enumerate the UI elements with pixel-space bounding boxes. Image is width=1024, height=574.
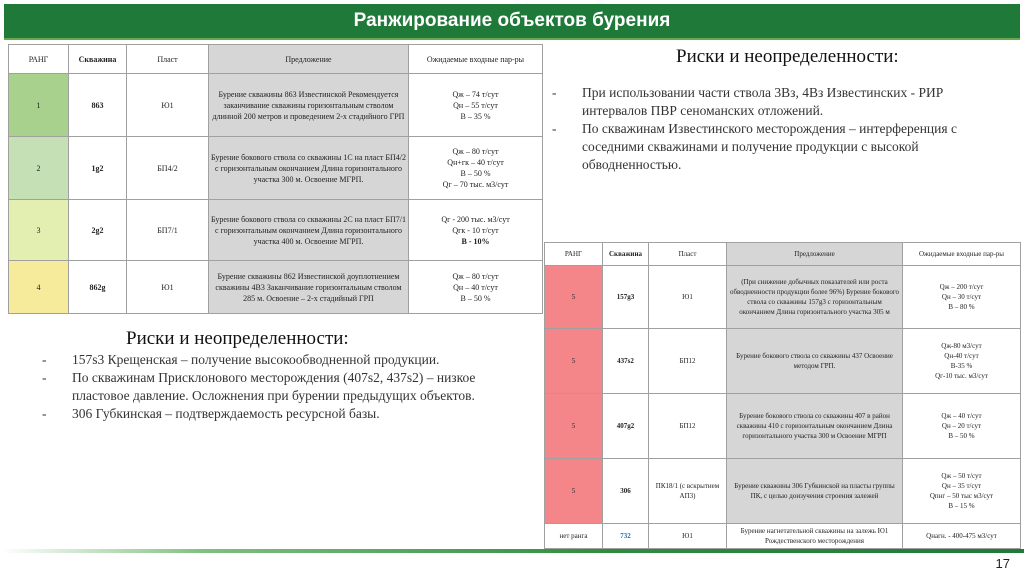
table-row <box>545 266 1021 329</box>
layer-cell: Ю1 <box>127 261 209 314</box>
rank-cell: 5 <box>545 329 603 394</box>
param-line: В – 50 % <box>460 169 491 178</box>
param-line: Qж-80 м3/сут <box>941 342 982 350</box>
table-row <box>545 394 1021 459</box>
rank-cell: 4 <box>9 261 69 314</box>
rank-cell: 5 <box>545 394 603 459</box>
table-row <box>9 200 543 261</box>
proposal-cell: (При снижение добычных показателей или роста обводненности продукции более 96%) Бурение бокового ствола со скважины 157g3 с горизонтальным окончанием Длина горизонтального участка 305 м <box>727 266 903 329</box>
param-line: Qж – 74 т/сут <box>452 89 499 99</box>
well-cell: 437s2 <box>603 329 649 394</box>
params-cell <box>903 459 1021 524</box>
table-row <box>545 524 1021 549</box>
rank-cell: 3 <box>9 200 69 261</box>
risk-item: - 157s3 Крещенская – получение высокообводненной продукции. <box>42 351 512 369</box>
risks-title-right: Риски и неопределенности: <box>676 46 899 67</box>
table-header-row <box>9 45 543 74</box>
proposal-cell: Бурение скважины 862 Известинской доуплотнением скважины 4В3 Заканчивание горизонтальным стволом 285 м. Освоение – 2-х стадийный ГРП <box>209 261 409 314</box>
header-well: Скважина <box>603 243 649 266</box>
param-line: В – 50 % <box>948 432 975 440</box>
params-cell <box>409 137 543 200</box>
risks-list-right <box>552 84 1007 174</box>
header-params: Ожидаемые входные пар-ры <box>409 45 543 74</box>
rank-cell: 5 <box>545 266 603 329</box>
table-row <box>9 137 543 200</box>
param-line: Qн – 35 т/сут <box>941 482 982 490</box>
param-line: Qг – 70 тыс. м3/сут <box>442 180 509 189</box>
rank-cell: 2 <box>9 137 69 200</box>
header-layer: Пласт <box>127 45 209 74</box>
header-layer: Пласт <box>649 243 727 266</box>
layer-cell: БП7/1 <box>127 200 209 261</box>
layer-cell: Ю1 <box>127 74 209 137</box>
well-cell: 862g <box>69 261 127 314</box>
param-line: В – 35 % <box>460 111 491 121</box>
param-line: Qн – 30 т/сут <box>941 293 982 301</box>
proposal-cell: Бурение бокового ствола со скважины 407 в район скважины 410 с горизонтальным окончанием Длина горизонтального участка 300 м Освоение МГРП <box>727 394 903 459</box>
layer-cell: ПК18/1 (с вскрытием АП3) <box>649 459 727 524</box>
rank-cell: 1 <box>9 74 69 137</box>
params-cell <box>409 200 543 261</box>
param-line: Qж – 80 т/сут <box>452 271 499 281</box>
footer-divider <box>0 549 1024 553</box>
risks-title-left: Риски и неопределенности: <box>126 328 349 349</box>
table-row <box>545 459 1021 524</box>
param-line: Qн – 55 т/сут <box>453 100 498 110</box>
param-line: В - 10% <box>461 236 490 246</box>
param-line: Qг-10 тыс. м3/сут <box>935 372 988 380</box>
risks-list-left <box>42 351 512 423</box>
param-line: Qж – 40 т/сут <box>941 412 982 420</box>
layer-cell: БП4/2 <box>127 137 209 200</box>
well-cell: 1g2 <box>69 137 127 200</box>
proposal-cell: Бурение скважины 306 Губкинской на пласты группы ПК, с целью доизучения строения залежей <box>727 459 903 524</box>
param-line: В – 15 % <box>948 502 975 510</box>
param-line: Qнагн. - 400-475 м3/сут <box>926 532 997 540</box>
proposal-cell: Бурение бокового ствола со скважины 1С на пласт БП4/2 с горизонтальным окончанием Длина горизонтального участка 300 м. Освоение МГРП. <box>209 137 409 200</box>
risk-item: - По скважинам Известинского месторождения – интерференция с соседними скважинами и получение продукции с высокой обводненностью. <box>552 120 1007 174</box>
param-line: Qг - 200 тыс. м3/сут <box>441 214 510 224</box>
params-cell <box>409 261 543 314</box>
table-row <box>9 261 543 314</box>
param-line: Qн+гк – 40 т/сут <box>447 158 504 167</box>
table-row <box>545 329 1021 394</box>
param-line: В – 50 % <box>460 293 491 303</box>
proposal-cell: Бурение бокового ствола со скважины 2С на пласт БП7/1 с горизонтальным окончанием Длина горизонтального участка 400 м. Освоение МГРП. <box>209 200 409 261</box>
table-row <box>9 74 543 137</box>
layer-cell: БП12 <box>649 394 727 459</box>
page-number: 17 <box>995 556 1010 571</box>
layer-cell: Ю1 <box>649 524 727 549</box>
header-rank: РАНГ <box>545 243 603 266</box>
param-line: Qн – 40 т/сут <box>453 282 498 292</box>
ranking-table-top <box>8 44 543 314</box>
well-cell: 407g2 <box>603 394 649 459</box>
header-params: Ожидаемые входные пар-ры <box>903 243 1021 266</box>
param-line: Qж – 80 т/сут <box>452 147 499 156</box>
rank-cell: 5 <box>545 459 603 524</box>
param-line: Qпнг – 50 тыс м3/сут <box>929 492 994 500</box>
header-rank: РАНГ <box>9 45 69 74</box>
page-title: Ранжирование объектов бурения <box>353 10 671 31</box>
well-cell: 732 <box>603 524 649 549</box>
params-cell <box>903 524 1021 549</box>
param-line: Qгк - 10 т/сут <box>452 225 499 235</box>
rank-cell: нет ранга <box>545 524 603 549</box>
param-line: Qн – 20 т/сут <box>941 422 982 430</box>
risk-item: - 306 Губкинская – подтверждаемость ресурсной базы. <box>42 405 512 423</box>
header-proposal: Предложение <box>209 45 409 74</box>
header-proposal: Предложение <box>727 243 903 266</box>
risk-item: - По скважинам Присклонового месторождения (407s2, 437s2) – низкое пластовое давление. Осложнения при бурении предыдущих объектов. <box>42 369 512 405</box>
params-cell <box>903 329 1021 394</box>
param-line: Qж – 50 т/сут <box>941 472 982 480</box>
header-well: Скважина <box>69 45 127 74</box>
proposal-cell: Бурение скважины 863 Известинской Рекомендуется заканчивание скважины горизонтальным стволом длинной 200 метров и проведением 2-х стадийного ГРП <box>209 74 409 137</box>
well-cell: 2g2 <box>69 200 127 261</box>
ranking-table-bottom <box>544 242 1021 549</box>
well-cell: 863 <box>69 74 127 137</box>
proposal-cell: Бурение бокового ствола со скважины 437 Освоение методом ГРП. <box>727 329 903 394</box>
well-cell: 157g3 <box>603 266 649 329</box>
layer-cell: Ю1 <box>649 266 727 329</box>
proposal-cell: Бурение нагнетательной скважины на залежь Ю1 Рождественского месторождения <box>727 524 903 549</box>
risk-item: - При использовании части ствола 3Вз, 4Вз Известинских - РИР интервалов ПВР сеноманских отложений. <box>552 84 1007 120</box>
table-header-row <box>545 243 1021 266</box>
param-line: Qн-40 т/сут <box>944 352 979 360</box>
params-cell <box>903 266 1021 329</box>
param-line: В – 80 % <box>948 303 975 311</box>
title-bar <box>4 4 1020 40</box>
params-cell <box>409 74 543 137</box>
param-line: В-35 % <box>950 362 973 370</box>
well-cell: 306 <box>603 459 649 524</box>
params-cell <box>903 394 1021 459</box>
param-line: Qж – 200 т/сут <box>939 283 984 291</box>
layer-cell: БП12 <box>649 329 727 394</box>
